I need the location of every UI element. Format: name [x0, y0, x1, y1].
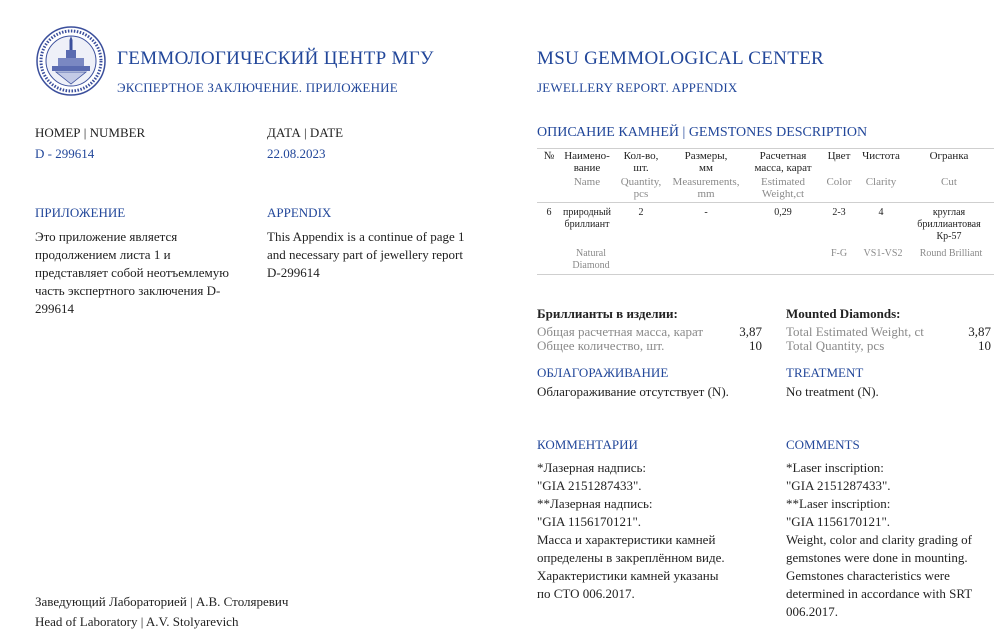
- row-clarity: 4: [878, 207, 884, 218]
- table-header-divider: [537, 202, 994, 203]
- col-no-header: №: [543, 150, 555, 162]
- row-qty: 2: [638, 207, 644, 218]
- number-value: D - 299614: [35, 146, 95, 161]
- col-qty-header: Кол-во, шт.: [623, 150, 659, 174]
- row-cut-en: Round Brilliant: [919, 248, 983, 259]
- row-measurements: -: [704, 207, 708, 218]
- row-name-ru: природный бриллиант: [563, 207, 611, 230]
- mounted-ru-heading: Бриллианты в изделии:: [537, 306, 678, 321]
- comments-en-heading: COMMENTS: [786, 437, 860, 452]
- row-clarity-en: VS1-VS2: [863, 248, 903, 259]
- col-clarity-header: Чистота: [862, 150, 900, 162]
- mounted-en-qty-row: Total Quantity, pcs 10: [786, 338, 991, 353]
- col-name-header: Наимено- вание: [564, 150, 610, 174]
- row-weight: 0,29: [774, 207, 792, 218]
- row-name-en: Natural Diamond: [572, 248, 610, 271]
- col-color-subheader: Color: [826, 176, 852, 188]
- comments-ru-heading: КОММЕНТАРИИ: [537, 437, 638, 452]
- treatment-ru-heading: ОБЛАГОРАЖИВАНИЕ: [537, 365, 669, 380]
- signature-en: Head of Laboratory | A.V. Stolyarevich: [35, 614, 239, 629]
- treatment-ru-text: Облагораживание отсутствует (N).: [537, 384, 729, 399]
- row-color: 2-3: [832, 207, 846, 218]
- treatment-en-heading: TREATMENT: [786, 365, 864, 380]
- date-value: 22.08.2023: [267, 146, 326, 161]
- col-cut-header: Огранка: [929, 150, 969, 162]
- row-cut-ru: круглая бриллиантовая Кр-57: [917, 207, 981, 242]
- appendix-ru-text: Это приложение является продолжением листа 1 и представляет собой неотъемлемую часть экспертного заключения D- 299614: [35, 229, 229, 316]
- mounted-en-weight-row: Total Estimated Weight, ct 3,87: [786, 324, 991, 339]
- col-clarity-subheader: Clarity: [865, 176, 897, 188]
- appendix-en-heading: APPENDIX: [267, 205, 332, 220]
- table-bottom-divider: [537, 274, 994, 275]
- gemstones-heading: ОПИСАНИЕ КАМНЕЙ | GEMSTONES DESCRIPTION: [537, 125, 868, 140]
- en-subtitle: JEWELLERY REPORT. APPENDIX: [537, 80, 738, 95]
- treatment-en-text: No treatment (N).: [786, 384, 879, 399]
- number-label: НОМЕР | NUMBER: [35, 125, 146, 140]
- row-color-en: F-G: [830, 248, 848, 259]
- mounted-ru: [537, 306, 762, 353]
- col-color-header: Цвет: [827, 150, 851, 162]
- appendix-en-text: This Appendix is a continue of page 1 and necessary part of jewellery report D-299614: [267, 229, 465, 280]
- comments-en-text: *Laser inscription: "GIA 2151287433". **Laser inscription: "GIA 1156170121". Weight, color and clarity grading of gemstones were done in mounting. Gemstones characteristics were determined in accordance with SRT 006.2017.: [786, 460, 973, 619]
- mounted-ru-qty-row: Общее количество, шт. 10: [537, 338, 762, 353]
- col-name-subheader: Name: [573, 176, 601, 188]
- col-cut-subheader: Cut: [941, 176, 957, 188]
- mounted-en-heading: Mounted Diamonds:: [786, 306, 901, 321]
- col-measure-subheader: Measurements, mm: [672, 176, 740, 200]
- col-weight-header: Расчетная масса, карат: [754, 150, 812, 174]
- ru-subtitle: ЭКСПЕРТНОЕ ЗАКЛЮЧЕНИЕ. ПРИЛОЖЕНИЕ: [117, 80, 398, 95]
- row-no: 6: [546, 207, 552, 218]
- col-measure-header: Размеры, мм: [684, 150, 728, 174]
- table-top-divider: [537, 148, 994, 149]
- date-label: ДАТА | DATE: [267, 125, 344, 140]
- mounted-ru-weight-row: Общая расчетная масса, карат 3,87: [537, 324, 762, 339]
- signature-ru: Заведующий Лабораторией | А.В. Столяревич: [35, 594, 289, 609]
- mounted-en: [786, 306, 991, 353]
- col-qty-subheader: Quantity, pcs: [620, 176, 662, 200]
- en-title: MSU GEMMOLOGICAL CENTER: [537, 48, 824, 69]
- msu-logo-icon: [36, 26, 106, 96]
- appendix-ru-heading: ПРИЛОЖЕНИЕ: [35, 205, 126, 220]
- col-weight-subheader: Estimated Weight,ct: [761, 176, 805, 200]
- ru-title: ГЕММОЛОГИЧЕСКИЙ ЦЕНТР МГУ: [117, 48, 434, 69]
- comments-ru-text: *Лазерная надпись: "GIA 2151287433". **Лазерная надпись: "GIA 1156170121". Масса и характеристики камней определены в закреплённом виде. Характеристики камней указаны по СТО 006.2017.: [537, 460, 725, 601]
